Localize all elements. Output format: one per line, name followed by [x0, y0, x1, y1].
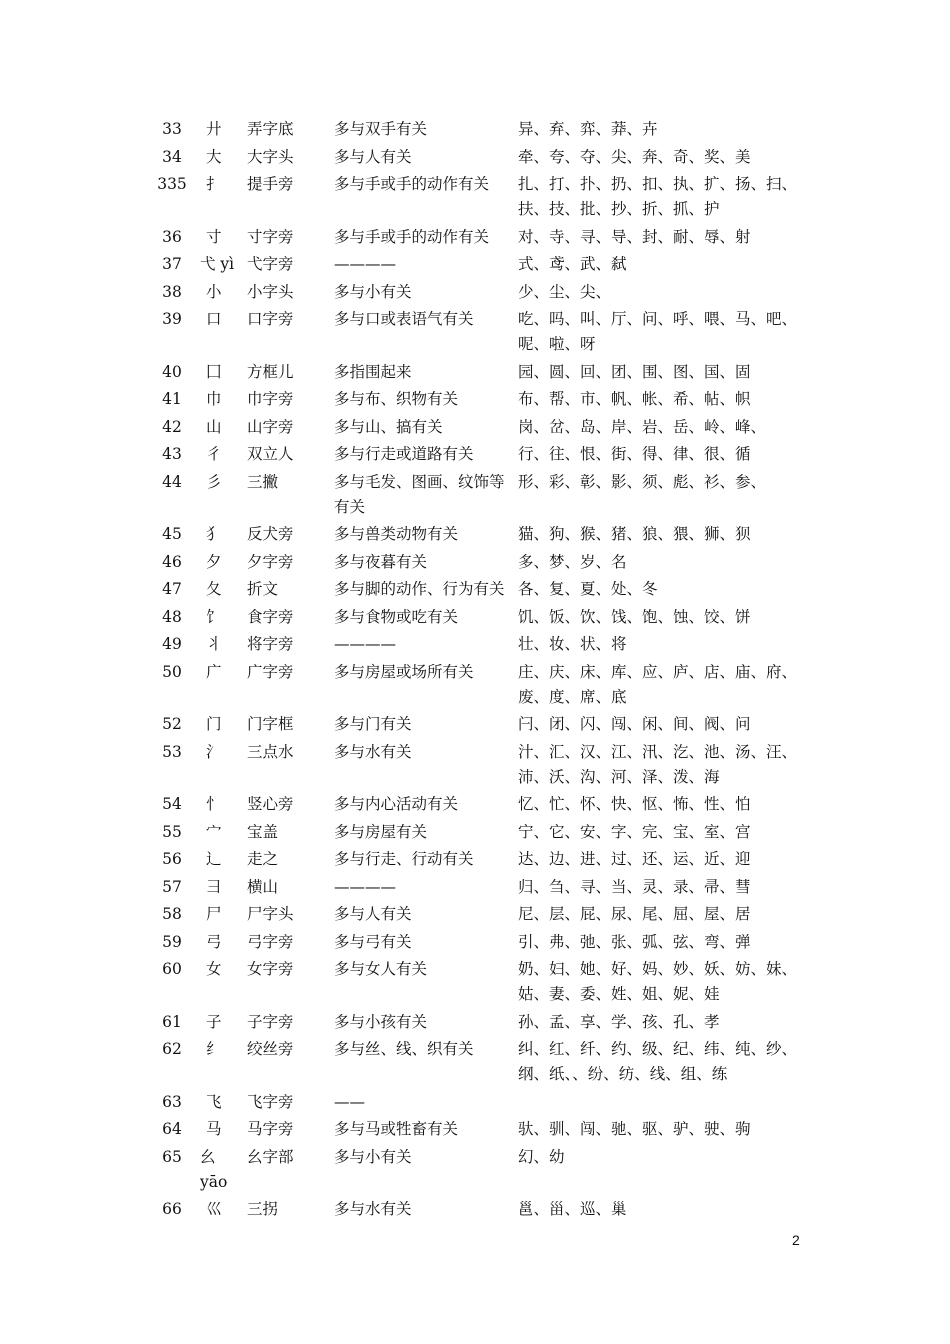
example-characters: 奶、妇、她、好、妈、妙、妖、妨、妹、姑、妻、委、姓、姐、妮、娃 [518, 960, 798, 1003]
radical-meaning: 多与口或表语气有关 [334, 310, 474, 328]
radical-glyph: 宀 [206, 822, 222, 841]
radical-glyph: 弋 yì [200, 255, 235, 273]
table-row [148, 252, 818, 280]
radical-table-body [148, 117, 818, 1225]
radical-glyph: 忄 [206, 795, 222, 813]
table-row [148, 470, 818, 523]
table-row [148, 902, 818, 930]
example-characters: 猫、狗、猴、猪、狼、猥、狮、狈 [518, 525, 751, 543]
row-number: 65 [162, 1147, 182, 1166]
table-row [148, 1037, 818, 1090]
row-number: 49 [162, 635, 182, 653]
radical-name: 女字旁 [247, 960, 294, 978]
radical-glyph: 夕 [206, 552, 222, 571]
row-number: 36 [162, 227, 182, 246]
row-number: 38 [162, 282, 182, 301]
row-number: 47 [162, 580, 182, 598]
example-characters: 达、边、进、过、还、运、近、迎 [518, 850, 751, 868]
row-number: 57 [162, 877, 182, 896]
radical-name: 绞丝旁 [247, 1040, 294, 1058]
radical-meaning: 多与房屋有关 [334, 822, 428, 841]
radical-meaning: 多与小有关 [334, 282, 412, 301]
radical-meaning: 多与双手有关 [334, 120, 428, 138]
table-row [148, 415, 818, 443]
radical-meaning: 多与水有关 [334, 1200, 412, 1218]
table-row [148, 1197, 818, 1225]
table-row [148, 550, 818, 578]
radical-glyph: 马 [206, 1120, 222, 1138]
table-row [148, 847, 818, 875]
radical-meaning: 多指围起来 [334, 362, 412, 381]
row-number: 58 [162, 905, 182, 923]
row-number: 56 [162, 850, 182, 868]
table-row [148, 522, 818, 550]
radical-glyph: 巛 [206, 1200, 222, 1218]
radical-glyph: 飞 [206, 1092, 222, 1111]
radical-glyph: 纟 [206, 1040, 222, 1058]
table-row [148, 605, 818, 633]
radical-glyph: 氵 [206, 742, 222, 761]
radical-name: 夕字旁 [247, 552, 294, 571]
radical-glyph: 寸 [206, 227, 222, 246]
table-row [148, 792, 818, 820]
table-row [148, 172, 818, 225]
radical-glyph: 山 [206, 417, 222, 436]
radical-name: 寸字旁 [247, 227, 294, 246]
radical-name: 大字头 [247, 147, 294, 166]
radical-name: 弋字旁 [247, 255, 294, 273]
example-characters: 壮、妆、状、将 [518, 635, 627, 653]
radical-name: 三拐 [247, 1200, 279, 1218]
row-number: 50 [162, 662, 182, 681]
radical-name: 口字旁 [247, 310, 294, 328]
table-row [148, 875, 818, 903]
radical-name: 双立人 [247, 445, 294, 463]
radical-glyph: 丬 [206, 635, 222, 653]
radical-meaning: 多与内心活动有关 [334, 795, 459, 813]
row-number: 44 [162, 472, 182, 491]
table-row [148, 225, 818, 253]
radical-meaning: 多与水有关 [334, 742, 412, 761]
example-characters: 行、往、恨、街、得、律、很、循 [518, 445, 751, 463]
page-number: 2 [792, 1232, 800, 1248]
table-row [148, 712, 818, 740]
radical-meaning: 多与食物或吃有关 [334, 607, 459, 626]
radical-meaning: —— [334, 1092, 365, 1111]
radical-name: 走之 [247, 850, 279, 868]
row-number: 52 [162, 715, 182, 733]
radical-meaning: 多与女人有关 [334, 960, 428, 978]
example-characters: 园、圆、回、团、围、图、国、固 [518, 362, 751, 381]
table-row [148, 360, 818, 388]
radical-name: 竖心旁 [247, 795, 294, 813]
radical-name: 三撇 [247, 472, 279, 491]
example-characters: 庄、庆、床、库、应、庐、店、庙、府、废、度、席、底 [518, 662, 798, 706]
row-number: 59 [162, 932, 182, 951]
radical-name: 巾字旁 [247, 390, 294, 408]
radical-meaning: 多与小孩有关 [334, 1012, 428, 1031]
table-row [148, 280, 818, 308]
example-characters: 纠、红、纤、约、级、纪、纬、纯、纱、纲、纸、、纷、纺、线、组、练 [518, 1040, 798, 1083]
radical-glyph: 女 [206, 960, 222, 978]
radical-name: 飞字旁 [247, 1092, 294, 1111]
example-characters: 引、弗、弛、张、弧、弦、弯、弹 [518, 932, 751, 951]
radical-name: 反犬旁 [247, 525, 294, 543]
table-row [148, 442, 818, 470]
radical-meaning: 多与夜暮有关 [334, 552, 428, 571]
radical-glyph: 弓 [206, 932, 222, 951]
example-characters: 对、寺、寻、导、封、耐、辱、射 [518, 227, 751, 246]
radical-name: 食字旁 [247, 607, 294, 626]
radical-meaning: 多与弓有关 [334, 932, 412, 951]
row-number: 33 [162, 120, 182, 138]
radical-meaning: 多与手或手的动作有关 [334, 227, 490, 246]
radical-glyph: 彡 [206, 472, 222, 491]
table-row [148, 1145, 818, 1198]
row-number: 64 [162, 1120, 182, 1138]
row-number: 54 [162, 795, 182, 813]
example-characters: 幻、幼 [518, 1147, 565, 1166]
row-number: 53 [162, 742, 182, 761]
radical-name: 小字头 [247, 282, 294, 301]
radical-meaning: 多与兽类动物有关 [334, 525, 459, 543]
radical-glyph: 夂 [206, 580, 222, 598]
radical-meaning: ———— [334, 877, 396, 896]
radical-meaning: 多与行走或道路有关 [334, 445, 474, 463]
radical-name: 方框儿 [247, 362, 294, 381]
radical-name: 弄字底 [247, 120, 294, 138]
radical-table [148, 117, 818, 1225]
radical-glyph: 大 [206, 147, 222, 166]
table-row [148, 740, 818, 793]
row-number: 63 [162, 1092, 182, 1111]
example-characters: 各、复、夏、处、冬 [518, 580, 658, 598]
radical-glyph: 囗 [206, 362, 222, 381]
radical-glyph: 辶 [206, 850, 222, 868]
radical-glyph: 小 [206, 282, 222, 301]
radical-name: 马字旁 [247, 1120, 294, 1138]
radical-glyph: 巾 [206, 390, 222, 408]
radical-glyph: 幺 yāo [200, 1147, 228, 1191]
radical-name: 折文 [247, 580, 279, 598]
row-number: 61 [162, 1012, 182, 1031]
example-characters: 饥、饭、饮、饯、饱、蚀、饺、饼 [518, 607, 751, 626]
radical-meaning: 多与人有关 [334, 147, 412, 166]
example-characters: 扎、打、扑、扔、扣、执、扩、扬、扫、扶、技、批、抄、折、抓、护 [518, 175, 798, 218]
radical-name: 子字旁 [247, 1012, 294, 1031]
row-number: 60 [162, 960, 182, 978]
radical-glyph: 犭 [206, 525, 222, 543]
radical-glyph: 廾 [206, 120, 222, 138]
example-characters: 形、彩、彰、影、须、彪、衫、参、 [518, 472, 767, 491]
radical-glyph: 彐 [206, 877, 222, 896]
table-row [148, 117, 818, 145]
radical-meaning: 多与人有关 [334, 905, 412, 923]
example-characters: 邕、甾、巡、巢 [518, 1200, 627, 1218]
table-row [148, 930, 818, 958]
table-row [148, 577, 818, 605]
radical-meaning: ———— [334, 635, 396, 653]
radical-meaning: 多与房屋或场所有关 [334, 662, 474, 681]
example-characters: 汁、汇、汉、江、汛、汔、池、汤、汪、沛、沃、沟、河、泽、泼、海 [518, 742, 798, 786]
radical-meaning: 多与布、织物有关 [334, 390, 459, 408]
radical-name: 幺字部 [247, 1147, 294, 1166]
radical-meaning: 多与山、搞有关 [334, 417, 443, 436]
radical-meaning: 多与小有关 [334, 1147, 412, 1166]
example-characters: 布、帮、市、帆、帐、希、帖、帜 [518, 390, 751, 408]
table-row [148, 957, 818, 1010]
radical-glyph: 子 [206, 1012, 222, 1031]
radical-glyph: 饣 [206, 607, 222, 626]
radical-name: 尸字头 [247, 905, 294, 923]
radical-name: 门字框 [247, 715, 294, 733]
radical-meaning: 多与丝、线、织有关 [334, 1040, 474, 1058]
radical-meaning: 多与门有关 [334, 715, 412, 733]
row-number: 40 [162, 362, 182, 381]
radical-meaning: 多与马或牲畜有关 [334, 1120, 459, 1138]
table-row [148, 145, 818, 173]
row-number: 43 [162, 445, 182, 463]
example-characters: 孙、孟、享、学、孩、孔、孝 [518, 1012, 720, 1031]
example-characters: 式、鸢、武、弑 [518, 255, 627, 273]
row-number: 46 [162, 552, 182, 571]
example-characters: 驮、驯、闯、驰、驱、驴、驶、驹 [518, 1120, 751, 1138]
example-characters: 异、弃、弈、莽、卉 [518, 120, 658, 138]
table-row [148, 632, 818, 660]
example-characters: 多、梦、岁、名 [518, 552, 627, 571]
example-characters: 宁、它、安、字、完、宝、室、宫 [518, 822, 751, 841]
radical-glyph: 尸 [206, 905, 222, 923]
radical-glyph: 彳 [206, 445, 222, 463]
radical-meaning: 多与脚的动作、行为有关 [334, 580, 505, 598]
table-row [148, 820, 818, 848]
table-row [148, 1090, 818, 1118]
example-characters: 尼、层、屁、尿、尾、屈、屋、居 [518, 905, 751, 923]
row-number: 66 [162, 1200, 182, 1218]
table-row [148, 660, 818, 713]
radical-name: 将字旁 [247, 635, 294, 653]
radical-glyph: 广 [206, 662, 222, 681]
radical-name: 宝盖 [247, 822, 279, 841]
example-characters: 吃、吗、叫、厅、问、呼、喂、马、吧、呢、啦、呀 [518, 310, 798, 353]
table-row [148, 387, 818, 415]
row-number: 48 [162, 607, 182, 626]
radical-glyph: 扌 [206, 175, 222, 193]
example-characters: 少、尘、尖、 [518, 282, 612, 301]
radical-meaning: 多与毛发、图画、纹饰等有关 [334, 472, 505, 516]
table-row [148, 1117, 818, 1145]
row-number: 62 [162, 1040, 182, 1058]
row-number: 39 [162, 310, 182, 328]
row-number: 42 [162, 417, 182, 436]
radical-glyph: 口 [206, 310, 222, 328]
radical-glyph: 门 [206, 715, 222, 733]
row-number: 34 [162, 147, 182, 166]
example-characters: 岗、岔、岛、岸、岩、岳、岭、峰、 [518, 417, 767, 436]
radical-meaning: 多与行走、行动有关 [334, 850, 474, 868]
radical-name: 横山 [247, 877, 279, 896]
table-row [148, 307, 818, 360]
radical-name: 提手旁 [247, 175, 294, 193]
table-row [148, 1010, 818, 1038]
row-number: 41 [162, 390, 182, 408]
radical-name: 弓字旁 [247, 932, 294, 951]
radical-name: 山字旁 [247, 417, 294, 436]
example-characters: 闩、闭、闪、闯、闲、间、阀、问 [518, 715, 751, 733]
radical-name: 三点水 [247, 742, 294, 761]
example-characters [518, 1090, 818, 1118]
row-number: 37 [162, 255, 182, 273]
row-number: 45 [162, 525, 182, 543]
example-characters: 忆、忙、怀、快、怄、怖、性、怕 [518, 795, 751, 813]
row-number: 55 [162, 822, 182, 841]
radical-meaning: ———— [334, 255, 396, 273]
example-characters: 牵、夸、夺、尖、奔、奇、奖、美 [518, 147, 751, 166]
row-number: 335 [157, 175, 187, 193]
radical-meaning: 多与手或手的动作有关 [334, 175, 490, 193]
example-characters: 归、刍、寻、当、灵、录、帚、彗 [518, 877, 751, 896]
radical-name: 广字旁 [247, 662, 294, 681]
